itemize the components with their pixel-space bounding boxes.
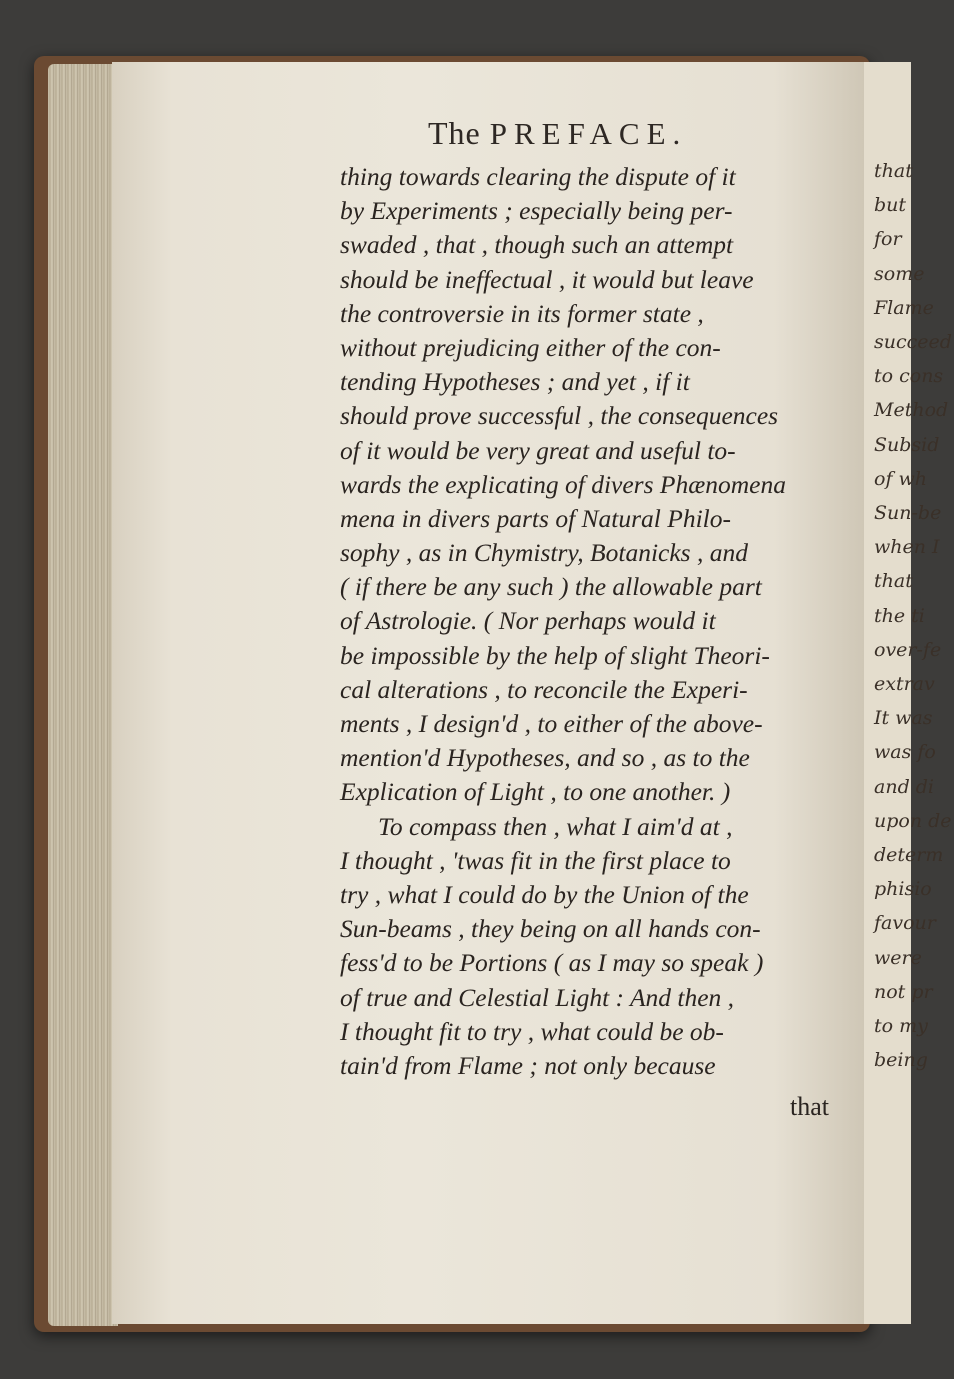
running-head-the: The bbox=[428, 115, 481, 151]
next-page-fragment: of wh bbox=[874, 467, 928, 490]
text-line: tending Hypotheses ; and yet , if it bbox=[340, 367, 690, 397]
text-line: To compass then , what I aim'd at , bbox=[378, 811, 733, 841]
next-page-fragment: over-fe bbox=[874, 638, 942, 661]
next-page-fragment: to cons bbox=[874, 365, 944, 388]
next-page-fragment: phisio bbox=[874, 878, 932, 901]
text-line: swaded , that , though such an attempt bbox=[340, 230, 734, 260]
next-page-fragment: extrav bbox=[874, 673, 935, 695]
page-edges bbox=[48, 64, 118, 1326]
text-line: Sun-beams , they being on all hands con- bbox=[340, 914, 761, 944]
text-line: I thought fit to try , what could be ob- bbox=[340, 1016, 724, 1046]
next-page-fragment: was fo bbox=[874, 741, 936, 764]
text-line: cal alterations , to reconcile the Experi- bbox=[340, 674, 748, 704]
next-page-fragment: determ bbox=[874, 844, 944, 866]
text-line: I thought , 'twas fit in the first place to bbox=[340, 845, 731, 875]
text-line: of true and Celestial Light : And then , bbox=[340, 982, 735, 1012]
next-page-fragment: to my bbox=[874, 1015, 928, 1037]
running-head-title: PREFACE. bbox=[489, 116, 688, 151]
text-line: ( if there be any such ) the allowable part bbox=[340, 572, 762, 602]
text-line: of it would be very great and useful to- bbox=[340, 435, 736, 465]
next-page-fragment: not pr bbox=[874, 980, 933, 1003]
text-line: tain'd from Flame ; not only because bbox=[340, 1050, 716, 1080]
next-page-fragment: the ti bbox=[874, 604, 925, 627]
next-page-fragment: some bbox=[874, 262, 925, 285]
text-line: the controversie in its former state , bbox=[340, 298, 704, 328]
next-page-fragment: when I bbox=[874, 536, 940, 559]
next-page-fragment: Flame bbox=[874, 296, 934, 319]
text-line: Explication of Light , to one another. ) bbox=[340, 777, 731, 807]
next-page-fragment: Method bbox=[874, 399, 949, 422]
text-line: sophy , as in Chymistry, Botanicks , and bbox=[340, 538, 748, 568]
text-line: thing towards clearing the dispute of it bbox=[340, 162, 736, 191]
text-line: should prove successful , the consequences bbox=[340, 401, 779, 431]
next-page-fragment: but bbox=[874, 194, 907, 217]
next-page-fragment: It was bbox=[874, 707, 933, 730]
text-line: wards the explicating of divers Phænomena bbox=[340, 469, 786, 499]
text-line: try , what I could do by the Union of the bbox=[340, 879, 749, 909]
next-page-fragment: and di bbox=[874, 775, 935, 798]
text-line: mena in divers parts of Natural Philo- bbox=[340, 503, 731, 533]
next-page-fragment: for bbox=[874, 228, 902, 251]
next-page-strip bbox=[864, 62, 952, 1324]
text-line: should be ineffectual , it would but leave bbox=[340, 264, 754, 294]
body-text bbox=[340, 160, 852, 1083]
next-page-fragment: favour bbox=[874, 912, 936, 935]
next-page-fragment: Sun-be bbox=[874, 502, 942, 524]
next-page-fragment: upon de bbox=[874, 809, 952, 832]
text-line: of Astrologie. ( Nor perhaps would it bbox=[340, 606, 716, 636]
next-page-fragment: being bbox=[874, 1049, 928, 1072]
next-page-fragment: that bbox=[874, 570, 913, 593]
text-line: mention'd Hypotheses, and so , as to the bbox=[340, 743, 750, 773]
next-page-fragment: succeed bbox=[874, 331, 952, 353]
next-page-fragment: were bbox=[874, 946, 922, 969]
running-head bbox=[428, 115, 687, 152]
next-page-fragment: Subsid bbox=[874, 433, 940, 456]
catchword: that bbox=[790, 1092, 829, 1121]
text-line: ments , I design'd , to either of the above- bbox=[340, 709, 763, 738]
text-line: without prejudicing either of the con- bbox=[340, 332, 721, 362]
next-page-fragment: that bbox=[874, 160, 913, 182]
text-line: by Experiments ; especially being per- bbox=[340, 196, 733, 226]
text-line: be impossible by the help of slight Theori- bbox=[340, 640, 770, 670]
text-line: fess'd to be Portions ( as I may so speak ) bbox=[340, 948, 764, 978]
